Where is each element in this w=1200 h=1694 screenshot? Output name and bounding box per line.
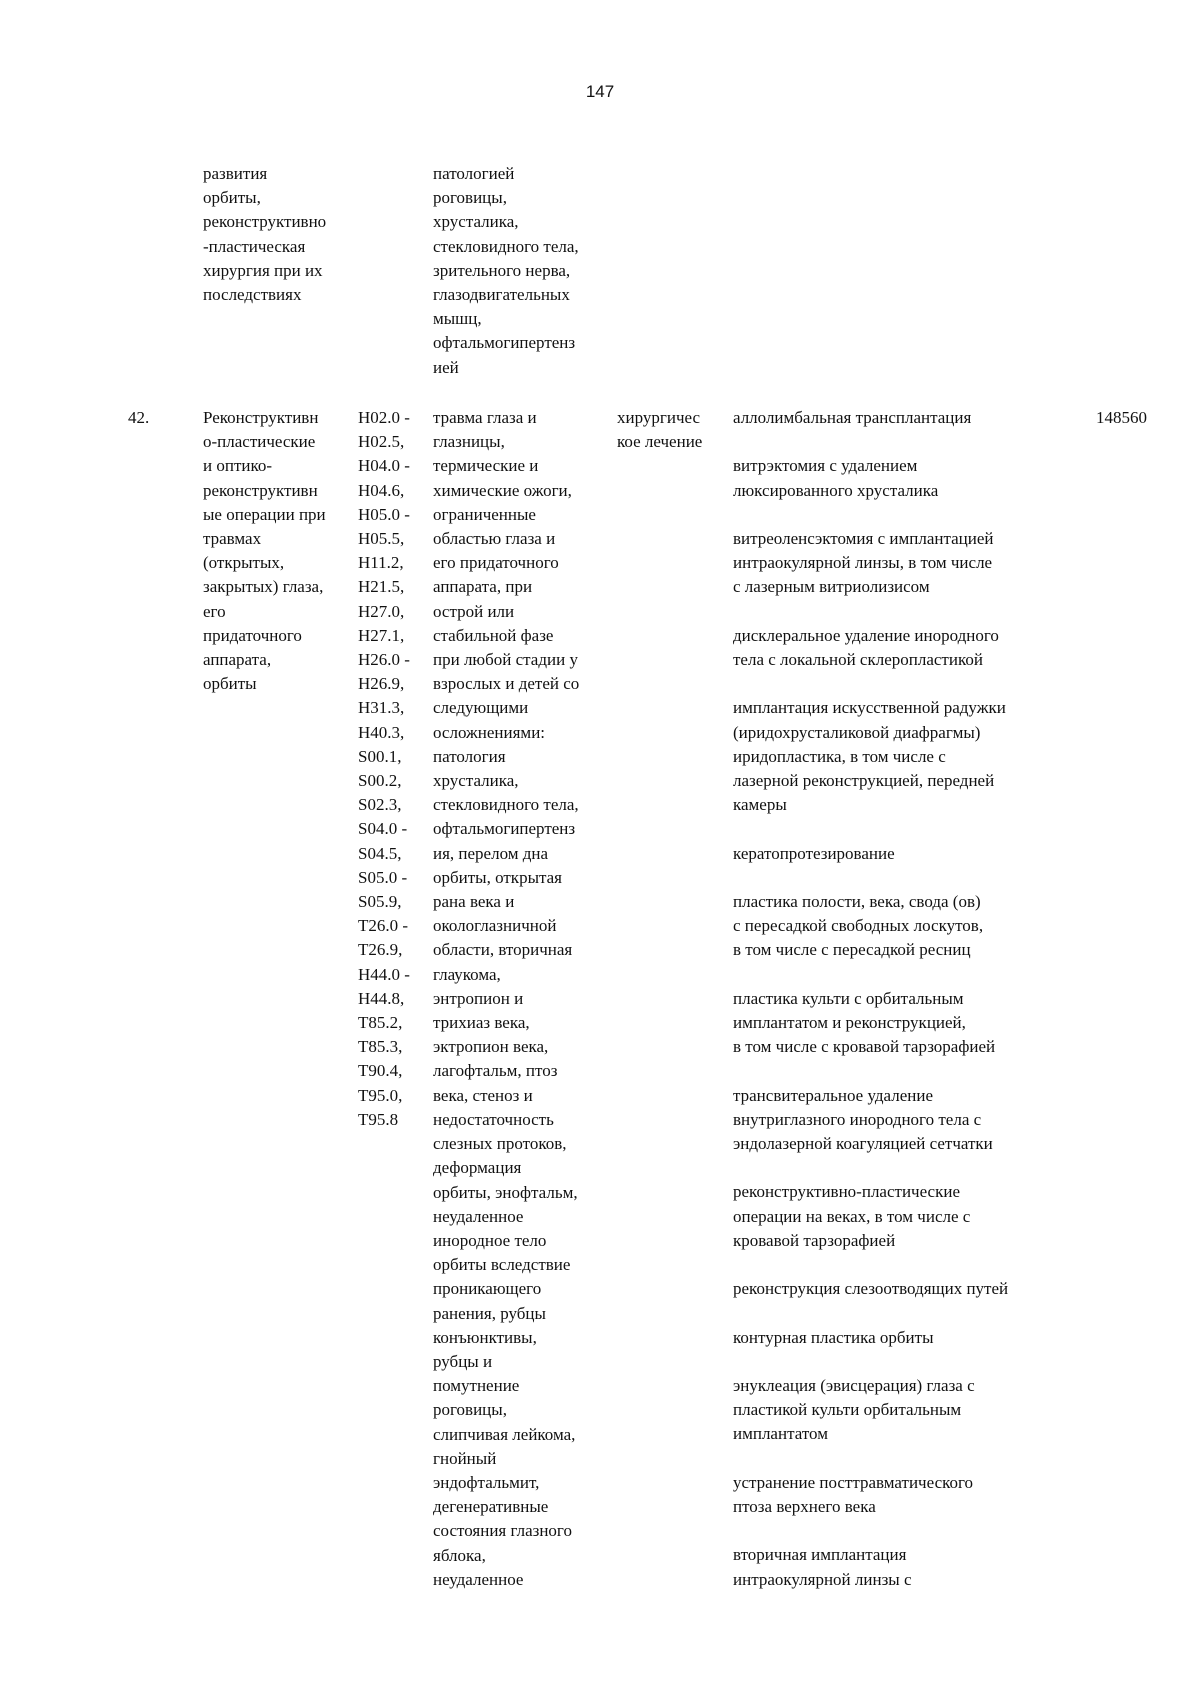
- method-item: [733, 1084, 1008, 1157]
- cell-line: офтальмогипертенз: [433, 333, 576, 353]
- cell-line: S00.2,: [358, 771, 402, 791]
- cell-line: кое лечение: [617, 432, 703, 452]
- cell-line: осложнениями:: [433, 722, 546, 742]
- cell-line: его: [203, 601, 226, 621]
- cell-line: глазодвигательных: [433, 285, 570, 305]
- row-treatment-cell: [617, 406, 702, 454]
- cell-line: H02.5,: [358, 432, 405, 452]
- cell-line: взрослых и детей со: [433, 674, 580, 694]
- cell-line: S04.0 -: [358, 819, 408, 839]
- cell-line: H44.8,: [358, 988, 405, 1008]
- method-line: имплантатом: [733, 1424, 828, 1444]
- cell-line: неудаленное: [433, 1569, 524, 1589]
- cell-line: реконструктивно: [203, 212, 327, 232]
- cell-line: T90.4,: [358, 1061, 403, 1081]
- method-item: [733, 842, 1008, 866]
- cell-line: хрусталика,: [433, 212, 519, 232]
- method-line: дисклеральное удаление инородного: [733, 625, 999, 645]
- cell-line: H44.0 -: [358, 964, 410, 984]
- cell-line: рана века и: [433, 892, 515, 912]
- cell-line: области, вторичная: [433, 940, 573, 960]
- cell-line: инородное тело: [433, 1230, 547, 1250]
- cell-line: стекловидного тела,: [433, 795, 579, 815]
- method-item: [733, 1543, 1008, 1591]
- method-line: эндолазерной коагуляцией сетчатки: [733, 1133, 993, 1153]
- cell-line: слипчивая лейкома,: [433, 1424, 576, 1444]
- paragraph-gap: [733, 1156, 1008, 1180]
- cell-line: термические и: [433, 456, 539, 476]
- cell-line: слезных протоков,: [433, 1134, 567, 1154]
- paragraph-gap: [733, 817, 1008, 841]
- cell-line: T85.2,: [358, 1013, 403, 1033]
- cell-line: закрытых) глаза,: [203, 577, 324, 597]
- cell-line: -пластическая: [203, 236, 306, 256]
- cell-line: травма глаза и: [433, 408, 537, 427]
- method-item: [733, 890, 1008, 963]
- method-line: интраокулярной линзы, в том числе: [733, 553, 993, 573]
- method-line: витрэктомия с удалением: [733, 456, 918, 476]
- method-line: пластикой культи орбитальным: [733, 1400, 962, 1420]
- cell-line: аппарата, при: [433, 577, 533, 597]
- cell-line: глазницы,: [433, 432, 505, 452]
- cell-line: последствиях: [203, 285, 302, 305]
- cell-line: роговицы,: [433, 1400, 507, 1420]
- cell-line: рубцы и: [433, 1351, 493, 1371]
- paragraph-gap: [733, 1253, 1008, 1277]
- cell-line: эндофтальмит,: [433, 1472, 540, 1492]
- row-name-cell: [203, 406, 326, 696]
- cell-line: H11.2,: [358, 553, 404, 573]
- cell-line: помутнение: [433, 1376, 520, 1396]
- method-line: устранение посттравматического: [733, 1472, 974, 1492]
- row-diagnosis-cell: [433, 406, 579, 1592]
- cell-line: окологлазничной: [433, 916, 557, 936]
- cell-line: H26.0 -: [358, 650, 410, 670]
- cell-line: придаточного: [203, 625, 302, 645]
- method-line: пластика полости, века, свода (ов): [733, 891, 981, 911]
- cell-line: энтропион и: [433, 988, 524, 1008]
- cell-line: S04.5,: [358, 843, 402, 863]
- method-line: кератопротезирование: [733, 843, 895, 863]
- row-cost: 148560: [1096, 408, 1147, 427]
- cell-line: областью глаза и: [433, 529, 556, 549]
- method-item: [733, 1471, 1008, 1519]
- cell-line: S00.1,: [358, 746, 402, 766]
- cell-line: гнойный: [433, 1448, 497, 1468]
- cell-line: глаукома,: [433, 964, 501, 984]
- method-line: имплантатом и реконструкцией,: [733, 1012, 966, 1032]
- cell-line: состояния глазного: [433, 1521, 572, 1541]
- cell-line: орбиты,: [203, 188, 261, 208]
- cell-line: хирургичес: [617, 408, 701, 427]
- method-item: [733, 696, 1008, 817]
- cell-line: проникающего: [433, 1279, 542, 1299]
- cell-line: H27.1,: [358, 625, 405, 645]
- method-line: иридопластика, в том числе с: [733, 746, 946, 766]
- row-methods-cell: [733, 406, 1008, 1592]
- cell-line: яблока,: [433, 1545, 486, 1565]
- cell-line: S05.9,: [358, 892, 402, 912]
- method-line: имплантация искусственной радужки: [733, 698, 1006, 718]
- row-code-cell: [358, 406, 410, 1132]
- method-line: интраокулярной линзы с: [733, 1569, 912, 1589]
- method-line: энуклеация (эвисцерация) глаза с: [733, 1375, 975, 1395]
- cell-line: T95.0,: [358, 1085, 403, 1105]
- cell-line: деформация: [433, 1158, 522, 1178]
- method-line: птоза верхнего века: [733, 1496, 876, 1516]
- method-line: лазерной реконструкцией, передней: [733, 770, 995, 790]
- paragraph-gap: [733, 1059, 1008, 1083]
- method-line: реконструкция слезоотводящих путей: [733, 1279, 1009, 1299]
- cell-line: S05.0 -: [358, 867, 408, 887]
- cell-line: конъюнктивы,: [433, 1327, 537, 1347]
- method-item: [733, 624, 1008, 672]
- cell-line: ограниченные: [433, 504, 536, 524]
- paragraph-gap: [733, 866, 1008, 890]
- cell-line: орбиты, энофтальм,: [433, 1182, 578, 1202]
- method-line: (иридохрусталиковой диафрагмы): [733, 722, 981, 742]
- continuation-diagnosis-cell: [433, 162, 579, 380]
- paragraph-gap: [733, 1519, 1008, 1543]
- paragraph-gap: [733, 1350, 1008, 1374]
- paragraph-gap: [733, 503, 1008, 527]
- method-line: витреоленсэктомия с имплантацией: [733, 528, 994, 548]
- cell-line: Реконструктивн: [203, 408, 319, 427]
- cell-line: и оптико-: [203, 456, 273, 476]
- method-line: в том числе с пересадкой ресниц: [733, 940, 971, 960]
- cell-line: H04.6,: [358, 480, 405, 500]
- cell-line: мышц,: [433, 309, 482, 329]
- method-item: [733, 1374, 1008, 1447]
- method-line: камеры: [733, 795, 787, 815]
- cell-line: орбиты: [203, 674, 257, 694]
- cell-line: H05.5,: [358, 529, 405, 549]
- method-line: реконструктивно-пластические: [733, 1182, 961, 1202]
- paragraph-gap: [733, 963, 1008, 987]
- cell-line: S02.3,: [358, 795, 402, 815]
- cell-line: лагофтальм, птоз: [433, 1061, 558, 1081]
- cell-line: стекловидного тела,: [433, 236, 579, 256]
- cell-line: хрусталика,: [433, 771, 519, 791]
- paragraph-gap: [733, 1447, 1008, 1471]
- method-item: [733, 527, 1008, 600]
- cell-line: H31.3,: [358, 698, 405, 718]
- cell-line: орбиты, открытая: [433, 867, 562, 887]
- paragraph-gap: [733, 1301, 1008, 1325]
- method-item: [733, 1326, 1008, 1350]
- cell-line: дегенеративные: [433, 1497, 549, 1517]
- cell-line: при любой стадии у: [433, 650, 578, 670]
- cell-line: реконструктивн: [203, 480, 318, 500]
- method-line: трансвитеральное удаление: [733, 1085, 933, 1105]
- cell-line: патология: [433, 746, 506, 766]
- cell-line: его придаточного: [433, 553, 559, 573]
- method-line: с лазерным витриолизисом: [733, 577, 930, 597]
- method-item: [733, 1180, 1008, 1253]
- method-item: [733, 1277, 1008, 1301]
- cell-line: ией: [433, 357, 459, 377]
- paragraph-gap: [733, 430, 1008, 454]
- method-line: с пересадкой свободных лоскутов,: [733, 916, 984, 936]
- method-item: [733, 454, 1008, 502]
- method-item: [733, 987, 1008, 1060]
- row-number: 42.: [128, 408, 150, 427]
- cell-line: ранения, рубцы: [433, 1303, 546, 1323]
- method-item: [733, 406, 1008, 430]
- cell-line: неудаленное: [433, 1206, 524, 1226]
- cell-line: аппарата,: [203, 650, 272, 670]
- cell-line: стабильной фазе: [433, 625, 554, 645]
- method-line: в том числе с кровавой тарзорафией: [733, 1037, 996, 1057]
- method-line: операции на веках, в том числе с: [733, 1206, 971, 1226]
- cell-line: ые операции при: [203, 504, 326, 524]
- continuation-name-cell: [203, 162, 326, 307]
- method-line: люксированного хрусталика: [733, 480, 939, 500]
- cell-line: патологией: [433, 164, 515, 183]
- cell-line: зрительного нерва,: [433, 260, 571, 280]
- cell-line: развития: [203, 164, 268, 183]
- method-line: внутриглазного инородного тела с: [733, 1109, 982, 1129]
- cell-line: T85.3,: [358, 1037, 403, 1057]
- cell-line: травмах: [203, 529, 262, 549]
- cell-line: H02.0 -: [358, 408, 410, 427]
- method-line: вторичная имплантация: [733, 1545, 907, 1565]
- cell-line: трихиаз века,: [433, 1013, 530, 1033]
- cell-line: о-пластические: [203, 432, 316, 452]
- cell-line: H04.0 -: [358, 456, 410, 476]
- cell-line: недостаточность: [433, 1109, 554, 1129]
- cell-line: H05.0 -: [358, 504, 410, 524]
- cell-line: острой или: [433, 601, 515, 621]
- cell-line: роговицы,: [433, 188, 507, 208]
- cell-line: века, стеноз и: [433, 1085, 533, 1105]
- method-line: пластика культи с орбитальным: [733, 988, 964, 1008]
- paragraph-gap: [733, 600, 1008, 624]
- cell-line: химические ожоги,: [433, 480, 572, 500]
- page-number: 147: [585, 82, 615, 101]
- method-line: контурная пластика орбиты: [733, 1327, 934, 1347]
- cell-line: орбиты вследствие: [433, 1255, 571, 1275]
- method-line: тела с локальной склеропластикой: [733, 649, 983, 669]
- cell-line: H21.5,: [358, 577, 405, 597]
- cell-line: эктропион века,: [433, 1037, 549, 1057]
- cell-line: T95.8: [358, 1109, 399, 1129]
- cell-line: H26.9,: [358, 674, 405, 694]
- cell-line: офтальмогипертенз: [433, 819, 576, 839]
- cell-line: следующими: [433, 698, 529, 718]
- method-line: аллолимбальная трансплантация: [733, 408, 972, 427]
- cell-line: T26.0 -: [358, 916, 409, 936]
- paragraph-gap: [733, 672, 1008, 696]
- cell-line: ия, перелом дна: [433, 843, 549, 863]
- cell-line: (открытых,: [203, 553, 285, 573]
- cell-line: хирургия при их: [203, 260, 323, 280]
- cell-line: H40.3,: [358, 722, 405, 742]
- cell-line: T26.9,: [358, 940, 403, 960]
- cell-line: H27.0,: [358, 601, 405, 621]
- method-line: кровавой тарзорафией: [733, 1230, 896, 1250]
